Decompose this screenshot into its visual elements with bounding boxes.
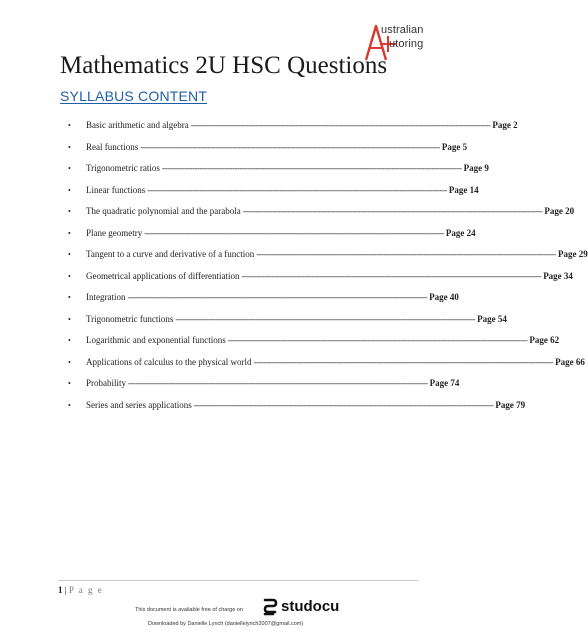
list-item bbox=[68, 399, 526, 422]
page-number-value: 1 bbox=[58, 585, 63, 595]
dot-leader: ------------------------------------------------------------------------------------------------------------------------ bbox=[161, 163, 462, 173]
bullet-icon: • bbox=[68, 164, 71, 173]
bullet-icon: • bbox=[68, 121, 71, 130]
toc-page: Page 24 bbox=[445, 227, 476, 238]
list-item bbox=[68, 356, 585, 379]
list-item bbox=[68, 313, 507, 336]
toc-page: Page 2 bbox=[492, 120, 518, 130]
footer-divider bbox=[58, 580, 418, 581]
bullet-icon: • bbox=[68, 185, 71, 195]
toc-topic: Logarithmic and exponential functions bbox=[86, 335, 226, 345]
toc-page: Page 54 bbox=[477, 313, 507, 324]
toc-topic: Plane geometry bbox=[86, 227, 143, 238]
dot-leader: ------------------------------------------------------------------------------------------------------------------------ bbox=[127, 292, 428, 302]
download-note: Downloaded by Danielle Lynch (daniellelynch2007@gmail.com) bbox=[148, 621, 304, 627]
dot-leader: ------------------------------------------------------------------------------------------------------------------------ bbox=[128, 378, 428, 388]
toc-topic: Probability bbox=[86, 378, 126, 388]
toc-page: Page 29 bbox=[557, 249, 588, 259]
studocu-brand-text: studocu bbox=[281, 598, 340, 615]
toc-page: Page 5 bbox=[441, 141, 468, 152]
dot-leader: ------------------------------------------------------------------------------------------------------------------------ bbox=[241, 270, 542, 281]
toc-topic: Real functions bbox=[86, 141, 139, 152]
bullet-icon: • bbox=[68, 271, 71, 281]
toc-page: Page 74 bbox=[429, 378, 460, 388]
dot-leader: ------------------------------------------------------------------------------------------------------------------------ bbox=[227, 335, 528, 345]
toc-topic: The quadratic polynomial and the parabola bbox=[86, 206, 241, 216]
dot-leader: ------------------------------------------------------------------------------------------------------------------------ bbox=[190, 120, 491, 130]
list-item bbox=[68, 378, 460, 400]
toc-page: Page 9 bbox=[463, 163, 489, 173]
toc-page: Page 14 bbox=[448, 184, 479, 195]
dot-leader: ------------------------------------------------------------------------------------------------------------------------ bbox=[242, 206, 543, 216]
studocu-free-note: This document is available free of charge on bbox=[135, 607, 243, 613]
page-number-label: P a g e bbox=[68, 585, 104, 595]
toc-topic: Linear functions bbox=[86, 184, 146, 195]
toc-topic: Trigonometric ratios bbox=[86, 163, 160, 173]
toc-page: Page 34 bbox=[543, 270, 573, 281]
dot-leader: ------------------------------------------------------------------------------------------------------------------------ bbox=[147, 184, 447, 195]
list-item bbox=[68, 206, 575, 228]
list-item bbox=[68, 270, 573, 293]
list-item bbox=[68, 163, 489, 185]
bullet-icon: • bbox=[68, 336, 71, 345]
bullet-icon: • bbox=[68, 250, 71, 259]
list-item bbox=[68, 120, 518, 142]
bullet-icon: • bbox=[68, 207, 71, 216]
toc-topic: Trigonometric functions bbox=[86, 313, 174, 324]
bullet-icon: • bbox=[68, 293, 71, 302]
dot-leader: ------------------------------------------------------------------------------------------------------------------------ bbox=[175, 313, 476, 324]
list-item bbox=[68, 292, 459, 314]
logo-text-line1: ustralian bbox=[381, 24, 424, 36]
list-item bbox=[68, 335, 560, 357]
bullet-icon: • bbox=[68, 228, 71, 238]
logo-text-line2: utoring bbox=[389, 38, 424, 50]
page-number-separator: | bbox=[64, 585, 67, 595]
list-item bbox=[68, 227, 476, 250]
section-heading: SYLLABUS CONTENT bbox=[60, 88, 208, 104]
toc-topic: Tangent to a curve and derivative of a function bbox=[86, 249, 255, 259]
toc-page: Page 79 bbox=[495, 399, 526, 410]
bullet-icon: • bbox=[68, 379, 71, 388]
bullet-icon: • bbox=[68, 142, 71, 152]
studocu-logo-icon bbox=[262, 599, 278, 615]
list-item bbox=[68, 184, 479, 207]
dot-leader: ------------------------------------------------------------------------------------------------------------------------ bbox=[256, 249, 556, 259]
list-item bbox=[68, 249, 588, 271]
bullet-icon: • bbox=[68, 400, 71, 410]
syllabus-toc-list bbox=[68, 120, 588, 421]
toc-page: Page 62 bbox=[529, 335, 560, 345]
list-item bbox=[68, 141, 468, 164]
dot-leader: ------------------------------------------------------------------------------------------------------------------------ bbox=[253, 356, 554, 367]
dot-leader: ------------------------------------------------------------------------------------------------------------------------ bbox=[144, 227, 444, 238]
studocu-logo[interactable] bbox=[262, 598, 339, 615]
page-number bbox=[58, 585, 103, 595]
toc-page: Page 40 bbox=[429, 292, 459, 302]
bullet-icon: • bbox=[68, 357, 71, 367]
bullet-icon: • bbox=[68, 314, 71, 324]
toc-topic: Series and series applications bbox=[86, 399, 192, 410]
dot-leader: ------------------------------------------------------------------------------------------------------------------------ bbox=[193, 399, 494, 410]
toc-topic: Integration bbox=[86, 292, 126, 302]
dot-leader: ------------------------------------------------------------------------------------------------------------------------ bbox=[140, 141, 440, 152]
toc-page: Page 20 bbox=[544, 206, 575, 216]
toc-page: Page 66 bbox=[555, 356, 585, 367]
toc-topic: Basic arithmetic and algebra bbox=[86, 120, 189, 130]
document-title: Mathematics 2U HSC Questions bbox=[60, 52, 388, 79]
toc-topic: Applications of calculus to the physical world bbox=[86, 356, 252, 367]
toc-topic: Geometrical applications of differentiation bbox=[86, 270, 240, 281]
